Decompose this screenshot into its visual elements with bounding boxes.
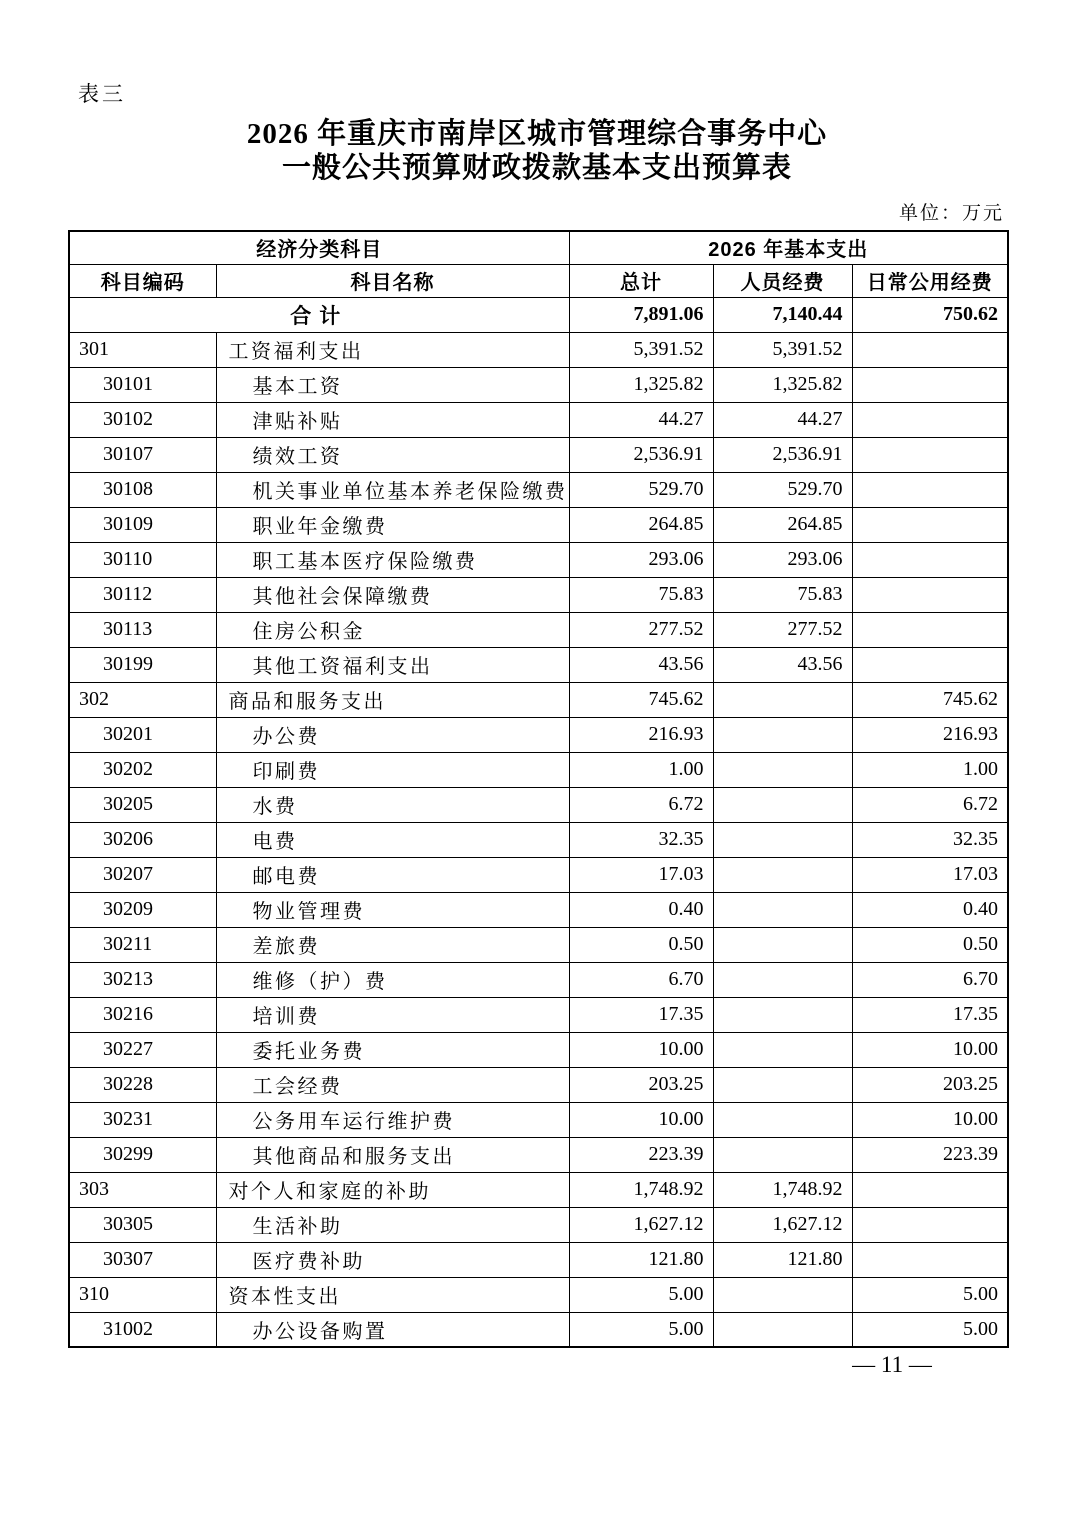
subject-name-cell: 工会经费 <box>216 1067 569 1102</box>
daily-value-cell <box>852 332 1008 367</box>
subject-name-cell: 物业管理费 <box>216 892 569 927</box>
subject-code-cell: 30201 <box>69 717 216 752</box>
daily-value-cell: 216.93 <box>852 717 1008 752</box>
subject-name-cell: 培训费 <box>216 997 569 1032</box>
header-2026-basic-expenditure: 2026 年基本支出 <box>569 231 1008 264</box>
daily-value-cell: 5.00 <box>852 1277 1008 1312</box>
subject-name-cell: 职业年金缴费 <box>216 507 569 542</box>
header-economic-classification: 经济分类科目 <box>69 231 569 264</box>
subject-name-cell: 其他社会保障缴费 <box>216 577 569 612</box>
budget-table <box>68 230 1009 1348</box>
subject-code-cell: 30305 <box>69 1207 216 1242</box>
table-row <box>69 892 1008 927</box>
daily-value-cell <box>852 577 1008 612</box>
personnel-value-cell <box>713 1032 852 1067</box>
personnel-value-cell <box>713 1137 852 1172</box>
subject-code-cell: 30102 <box>69 402 216 437</box>
subject-name-cell: 维修（护）费 <box>216 962 569 997</box>
total-value-cell: 293.06 <box>569 542 713 577</box>
subject-name-cell: 其他商品和服务支出 <box>216 1137 569 1172</box>
total-value-cell: 17.35 <box>569 997 713 1032</box>
subject-code-cell: 30207 <box>69 857 216 892</box>
table-row <box>69 1312 1008 1347</box>
total-value-cell: 17.03 <box>569 857 713 892</box>
daily-value-cell <box>852 437 1008 472</box>
subject-code-cell: 30211 <box>69 927 216 962</box>
total-value-cell: 203.25 <box>569 1067 713 1102</box>
personnel-value-cell <box>713 997 852 1032</box>
personnel-value-cell: 277.52 <box>713 612 852 647</box>
table-row <box>69 542 1008 577</box>
table-row <box>69 647 1008 682</box>
subject-name-cell: 职工基本医疗保险缴费 <box>216 542 569 577</box>
personnel-value-cell: 1,748.92 <box>713 1172 852 1207</box>
subject-name-cell: 水费 <box>216 787 569 822</box>
total-value-cell: 2,536.91 <box>569 437 713 472</box>
subject-code-cell: 30213 <box>69 962 216 997</box>
unit-note: 单位：万元 <box>898 203 1004 224</box>
subject-code-cell: 30227 <box>69 1032 216 1067</box>
title-line-2: 一般公共预算财政拨款基本支出预算表 <box>281 151 792 184</box>
table-row <box>69 1242 1008 1277</box>
subject-code-cell: 30299 <box>69 1137 216 1172</box>
table-row <box>69 1277 1008 1312</box>
daily-value-cell: 32.35 <box>852 822 1008 857</box>
subject-name-cell: 印刷费 <box>216 752 569 787</box>
personnel-value-cell: 2,536.91 <box>713 437 852 472</box>
total-value-cell: 277.52 <box>569 612 713 647</box>
total-value-cell: 121.80 <box>569 1242 713 1277</box>
subject-name-cell: 其他工资福利支出 <box>216 647 569 682</box>
total-row-total: 7,891.06 <box>569 297 713 332</box>
daily-value-cell <box>852 1207 1008 1242</box>
subject-code-cell: 30206 <box>69 822 216 857</box>
header-daily-public-expense: 日常公用经费 <box>852 264 1008 297</box>
table-row <box>69 752 1008 787</box>
daily-value-cell: 203.25 <box>852 1067 1008 1102</box>
daily-value-cell <box>852 1242 1008 1277</box>
subject-name-cell: 差旅费 <box>216 927 569 962</box>
total-row-label: 合计 <box>69 297 569 332</box>
personnel-value-cell: 44.27 <box>713 402 852 437</box>
daily-value-cell: 1.00 <box>852 752 1008 787</box>
personnel-value-cell: 1,627.12 <box>713 1207 852 1242</box>
daily-value-cell <box>852 1172 1008 1207</box>
total-value-cell: 10.00 <box>569 1032 713 1067</box>
table-row <box>69 1032 1008 1067</box>
subject-code-cell: 30202 <box>69 752 216 787</box>
personnel-value-cell: 529.70 <box>713 472 852 507</box>
subject-code-cell: 310 <box>69 1277 216 1312</box>
daily-value-cell: 0.40 <box>852 892 1008 927</box>
subject-code-cell: 30109 <box>69 507 216 542</box>
daily-value-cell: 6.70 <box>852 962 1008 997</box>
personnel-value-cell: 43.56 <box>713 647 852 682</box>
subject-code-cell: 30231 <box>69 1102 216 1137</box>
total-row-personnel: 7,140.44 <box>713 297 852 332</box>
subject-code-cell: 30110 <box>69 542 216 577</box>
subject-name-cell: 津贴补贴 <box>216 402 569 437</box>
subject-name-cell: 工资福利支出 <box>216 332 569 367</box>
table-row <box>69 927 1008 962</box>
personnel-value-cell: 264.85 <box>713 507 852 542</box>
total-value-cell: 32.35 <box>569 822 713 857</box>
table-row <box>69 682 1008 717</box>
daily-value-cell: 10.00 <box>852 1102 1008 1137</box>
table-row <box>69 1172 1008 1207</box>
daily-value-cell <box>852 507 1008 542</box>
total-value-cell: 0.50 <box>569 927 713 962</box>
header-subject-code: 科目编码 <box>69 264 216 297</box>
table-row <box>69 332 1008 367</box>
total-value-cell: 1.00 <box>569 752 713 787</box>
daily-value-cell: 745.62 <box>852 682 1008 717</box>
personnel-value-cell <box>713 1067 852 1102</box>
subject-name-cell: 基本工资 <box>216 367 569 402</box>
table-row <box>69 577 1008 612</box>
total-value-cell: 223.39 <box>569 1137 713 1172</box>
daily-value-cell <box>852 472 1008 507</box>
daily-value-cell <box>852 647 1008 682</box>
table-label: 表三 <box>78 82 126 106</box>
subject-code-cell: 30113 <box>69 612 216 647</box>
page-number: — 11 — <box>852 1352 932 1377</box>
table-row <box>69 402 1008 437</box>
daily-value-cell: 10.00 <box>852 1032 1008 1067</box>
table-row <box>69 962 1008 997</box>
total-row <box>69 297 1008 332</box>
total-value-cell: 10.00 <box>569 1102 713 1137</box>
table-row <box>69 437 1008 472</box>
personnel-value-cell <box>713 787 852 822</box>
daily-value-cell <box>852 367 1008 402</box>
total-value-cell: 264.85 <box>569 507 713 542</box>
total-value-cell: 75.83 <box>569 577 713 612</box>
page-title <box>0 118 1074 185</box>
personnel-value-cell: 1,325.82 <box>713 367 852 402</box>
subject-name-cell: 医疗费补助 <box>216 1242 569 1277</box>
subject-code-cell: 30107 <box>69 437 216 472</box>
table-row <box>69 787 1008 822</box>
daily-value-cell: 0.50 <box>852 927 1008 962</box>
daily-value-cell <box>852 402 1008 437</box>
subject-name-cell: 公务用车运行维护费 <box>216 1102 569 1137</box>
personnel-value-cell <box>713 962 852 997</box>
total-value-cell: 1,325.82 <box>569 367 713 402</box>
header-columns-row <box>69 264 1008 297</box>
daily-value-cell <box>852 612 1008 647</box>
total-value-cell: 6.72 <box>569 787 713 822</box>
subject-code-cell: 31002 <box>69 1312 216 1347</box>
table-row <box>69 1102 1008 1137</box>
subject-name-cell: 办公费 <box>216 717 569 752</box>
subject-name-cell: 邮电费 <box>216 857 569 892</box>
personnel-value-cell <box>713 857 852 892</box>
personnel-value-cell <box>713 927 852 962</box>
subject-name-cell: 生活补助 <box>216 1207 569 1242</box>
subject-code-cell: 30199 <box>69 647 216 682</box>
subject-code-cell: 30307 <box>69 1242 216 1277</box>
total-value-cell: 6.70 <box>569 962 713 997</box>
header-subject-name: 科目名称 <box>216 264 569 297</box>
header-personnel-expense: 人员经费 <box>713 264 852 297</box>
table-row <box>69 857 1008 892</box>
subject-name-cell: 住房公积金 <box>216 612 569 647</box>
subject-code-cell: 30108 <box>69 472 216 507</box>
daily-value-cell: 17.03 <box>852 857 1008 892</box>
table-row <box>69 1207 1008 1242</box>
daily-value-cell: 223.39 <box>852 1137 1008 1172</box>
daily-value-cell <box>852 542 1008 577</box>
personnel-value-cell: 75.83 <box>713 577 852 612</box>
personnel-value-cell <box>713 892 852 927</box>
total-value-cell: 216.93 <box>569 717 713 752</box>
total-value-cell: 44.27 <box>569 402 713 437</box>
personnel-value-cell <box>713 822 852 857</box>
subject-name-cell: 商品和服务支出 <box>216 682 569 717</box>
table-row <box>69 367 1008 402</box>
table-row <box>69 717 1008 752</box>
subject-code-cell: 30216 <box>69 997 216 1032</box>
total-value-cell: 529.70 <box>569 472 713 507</box>
subject-name-cell: 资本性支出 <box>216 1277 569 1312</box>
personnel-value-cell: 121.80 <box>713 1242 852 1277</box>
personnel-value-cell <box>713 752 852 787</box>
daily-value-cell: 5.00 <box>852 1312 1008 1347</box>
subject-name-cell: 办公设备购置 <box>216 1312 569 1347</box>
subject-code-cell: 30101 <box>69 367 216 402</box>
subject-name-cell: 电费 <box>216 822 569 857</box>
personnel-value-cell <box>713 717 852 752</box>
table-row <box>69 612 1008 647</box>
table-row <box>69 472 1008 507</box>
daily-value-cell: 17.35 <box>852 997 1008 1032</box>
subject-name-cell: 绩效工资 <box>216 437 569 472</box>
personnel-value-cell <box>713 1312 852 1347</box>
personnel-value-cell: 5,391.52 <box>713 332 852 367</box>
total-value-cell: 5.00 <box>569 1312 713 1347</box>
table-row <box>69 997 1008 1032</box>
table-row <box>69 1137 1008 1172</box>
daily-value-cell: 6.72 <box>852 787 1008 822</box>
subject-name-cell: 机关事业单位基本养老保险缴费 <box>216 472 569 507</box>
subject-code-cell: 302 <box>69 682 216 717</box>
table-row <box>69 822 1008 857</box>
subject-code-cell: 301 <box>69 332 216 367</box>
total-value-cell: 5.00 <box>569 1277 713 1312</box>
personnel-value-cell <box>713 1102 852 1137</box>
subject-name-cell: 对个人和家庭的补助 <box>216 1172 569 1207</box>
personnel-value-cell: 293.06 <box>713 542 852 577</box>
personnel-value-cell <box>713 1277 852 1312</box>
total-row-daily: 750.62 <box>852 297 1008 332</box>
personnel-value-cell <box>713 682 852 717</box>
subject-code-cell: 30112 <box>69 577 216 612</box>
total-value-cell: 1,627.12 <box>569 1207 713 1242</box>
subject-code-cell: 30228 <box>69 1067 216 1102</box>
subject-code-cell: 303 <box>69 1172 216 1207</box>
total-value-cell: 0.40 <box>569 892 713 927</box>
header-group-row <box>69 231 1008 264</box>
total-value-cell: 745.62 <box>569 682 713 717</box>
table-row <box>69 1067 1008 1102</box>
total-value-cell: 5,391.52 <box>569 332 713 367</box>
subject-code-cell: 30205 <box>69 787 216 822</box>
total-value-cell: 1,748.92 <box>569 1172 713 1207</box>
subject-name-cell: 委托业务费 <box>216 1032 569 1067</box>
subject-code-cell: 30209 <box>69 892 216 927</box>
title-line-1: 2026 年重庆市南岸区城市管理综合事务中心 <box>246 118 828 150</box>
total-value-cell: 43.56 <box>569 647 713 682</box>
table-row <box>69 507 1008 542</box>
header-total: 总计 <box>569 264 713 297</box>
